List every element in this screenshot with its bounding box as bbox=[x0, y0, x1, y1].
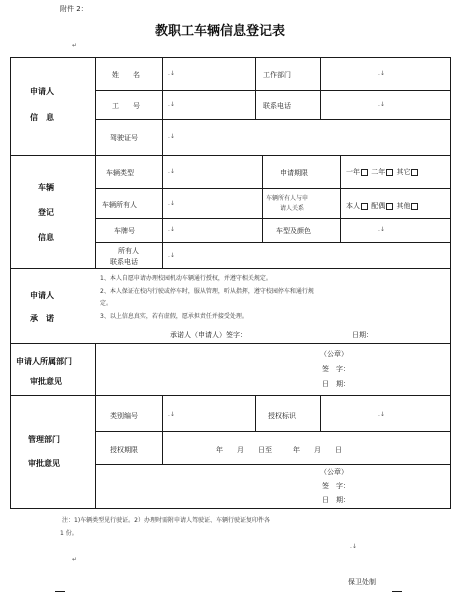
mgmt-approval-title-1: 管理部门 bbox=[28, 435, 60, 444]
license-field[interactable]: .↓ bbox=[168, 133, 175, 140]
applicant-section-title-2: 信 息 bbox=[30, 113, 54, 122]
owner-label: 车辆所有人 bbox=[102, 201, 137, 209]
note-line-2: 1 份。 bbox=[60, 530, 78, 537]
dept-approval-title-2: 审批意见 bbox=[30, 377, 62, 386]
vehicle-type-label: 车辆类型 bbox=[106, 169, 134, 177]
commitment-date-label: 日期： bbox=[352, 331, 373, 339]
owner-phone-label-2: 联系电话 bbox=[110, 258, 138, 266]
license-label: 驾驶证号 bbox=[110, 134, 138, 142]
footer-rule-right bbox=[392, 591, 402, 592]
dept-label: 工作部门 bbox=[263, 71, 291, 79]
auth-mark-field[interactable]: .↓ bbox=[378, 411, 385, 418]
note-line-1: 注：1)车辆类型见行驶证。2）办理时需附申请人驾驶证、车辆行驶证复印件各 bbox=[62, 517, 270, 524]
relation-label-1: 车辆所有人与申 bbox=[266, 195, 309, 202]
dept-approval-title-1: 申请人所属部门 bbox=[16, 357, 72, 366]
dept-field[interactable]: .↓ bbox=[378, 70, 385, 77]
dept-date: 日 期： bbox=[322, 380, 350, 388]
mgmt-seal: （公章） bbox=[320, 468, 348, 476]
page-title: 教职工车辆信息登记表 bbox=[155, 24, 286, 39]
brand-color-label: 车型及颜色 bbox=[276, 227, 311, 235]
vehicle-section-title-3: 信息 bbox=[38, 233, 54, 242]
period-option-2: 二年 bbox=[371, 168, 386, 176]
commitment-section-title-2: 承 诺 bbox=[30, 314, 54, 323]
mgmt-date: 日 期： bbox=[322, 496, 350, 504]
auth-mark-label: 授权标识 bbox=[268, 412, 296, 420]
commitment-item-2b: 定。 bbox=[100, 300, 113, 307]
name-label: 姓 名 bbox=[112, 71, 140, 79]
period-label: 申请期限 bbox=[280, 169, 308, 177]
checkbox-other[interactable] bbox=[411, 169, 418, 176]
relation-label-2: 请人关系 bbox=[280, 205, 305, 212]
footer-rule-left bbox=[55, 591, 65, 592]
plate-field[interactable]: .↓ bbox=[168, 226, 175, 233]
owner-phone-field[interactable]: .↓ bbox=[168, 252, 175, 259]
checkbox-rel-other[interactable] bbox=[411, 203, 418, 210]
vehicle-section-title-1: 车辆 bbox=[38, 183, 54, 192]
plate-label: 车牌号 bbox=[114, 227, 135, 235]
relation-option-2: 配偶 bbox=[371, 202, 386, 210]
brand-color-field[interactable]: .↓ bbox=[378, 226, 385, 233]
mgmt-sign: 签 字： bbox=[322, 482, 350, 490]
commitment-sign-label: 承诺人（申请人）签字： bbox=[170, 331, 247, 339]
period-options[interactable] bbox=[346, 167, 419, 177]
vehicle-type-field[interactable]: .↓ bbox=[168, 168, 175, 175]
footer-issuer: 保卫处制 bbox=[348, 578, 376, 586]
owner-phone-label-1: 所有人 bbox=[118, 247, 139, 255]
applicant-section-title-1: 申请人 bbox=[30, 87, 54, 96]
commitment-item-2: 2、本人保证在校内行驶或停车时，服从管理，听从指挥，遵守校园停车和通行规 bbox=[100, 288, 314, 295]
category-field[interactable]: .↓ bbox=[168, 411, 175, 418]
return-mark: ↵ bbox=[72, 42, 78, 49]
commitment-item-3: 3、以上信息真实，若有虚假，愿承担责任并接受处理。 bbox=[100, 313, 248, 320]
dept-sign: 签 字： bbox=[322, 365, 350, 373]
checkbox-spouse[interactable] bbox=[386, 203, 393, 210]
phone-field[interactable]: .↓ bbox=[378, 101, 385, 108]
category-label: 类别编号 bbox=[110, 412, 138, 420]
note-mark-2: ↵ bbox=[72, 556, 78, 563]
name-field[interactable]: .↓ bbox=[168, 70, 175, 77]
checkbox-1y[interactable] bbox=[361, 169, 368, 176]
relation-option-3: 其他 bbox=[396, 202, 411, 210]
note-mark: .↓ bbox=[350, 543, 357, 550]
period-option-1: 一年 bbox=[346, 168, 360, 176]
checkbox-2y[interactable] bbox=[386, 169, 393, 176]
auth-period-value[interactable]: 年 月 日至 年 月 日 bbox=[216, 446, 342, 454]
checkbox-self[interactable] bbox=[361, 203, 368, 210]
commitment-section-title-1: 申请人 bbox=[30, 291, 54, 300]
vehicle-section-title-2: 登记 bbox=[38, 208, 54, 217]
commitment-item-1: 1、本人自愿申请办理校园机动车辆通行授权，并遵守相关规定。 bbox=[100, 275, 272, 282]
mgmt-approval-title-2: 审批意见 bbox=[28, 459, 60, 468]
staff-id-field[interactable]: .↓ bbox=[168, 101, 175, 108]
phone-label: 联系电话 bbox=[263, 102, 291, 110]
relation-option-1: 本人 bbox=[346, 202, 360, 210]
relation-options[interactable] bbox=[346, 201, 419, 211]
staff-id-label: 工 号 bbox=[112, 102, 140, 110]
owner-field[interactable]: .↓ bbox=[168, 200, 175, 207]
dept-seal: （公章） bbox=[320, 350, 348, 358]
auth-period-label: 授权期限 bbox=[110, 446, 138, 454]
attachment-label: 附件 2： bbox=[60, 5, 88, 13]
period-option-3: 其它 bbox=[396, 168, 411, 176]
